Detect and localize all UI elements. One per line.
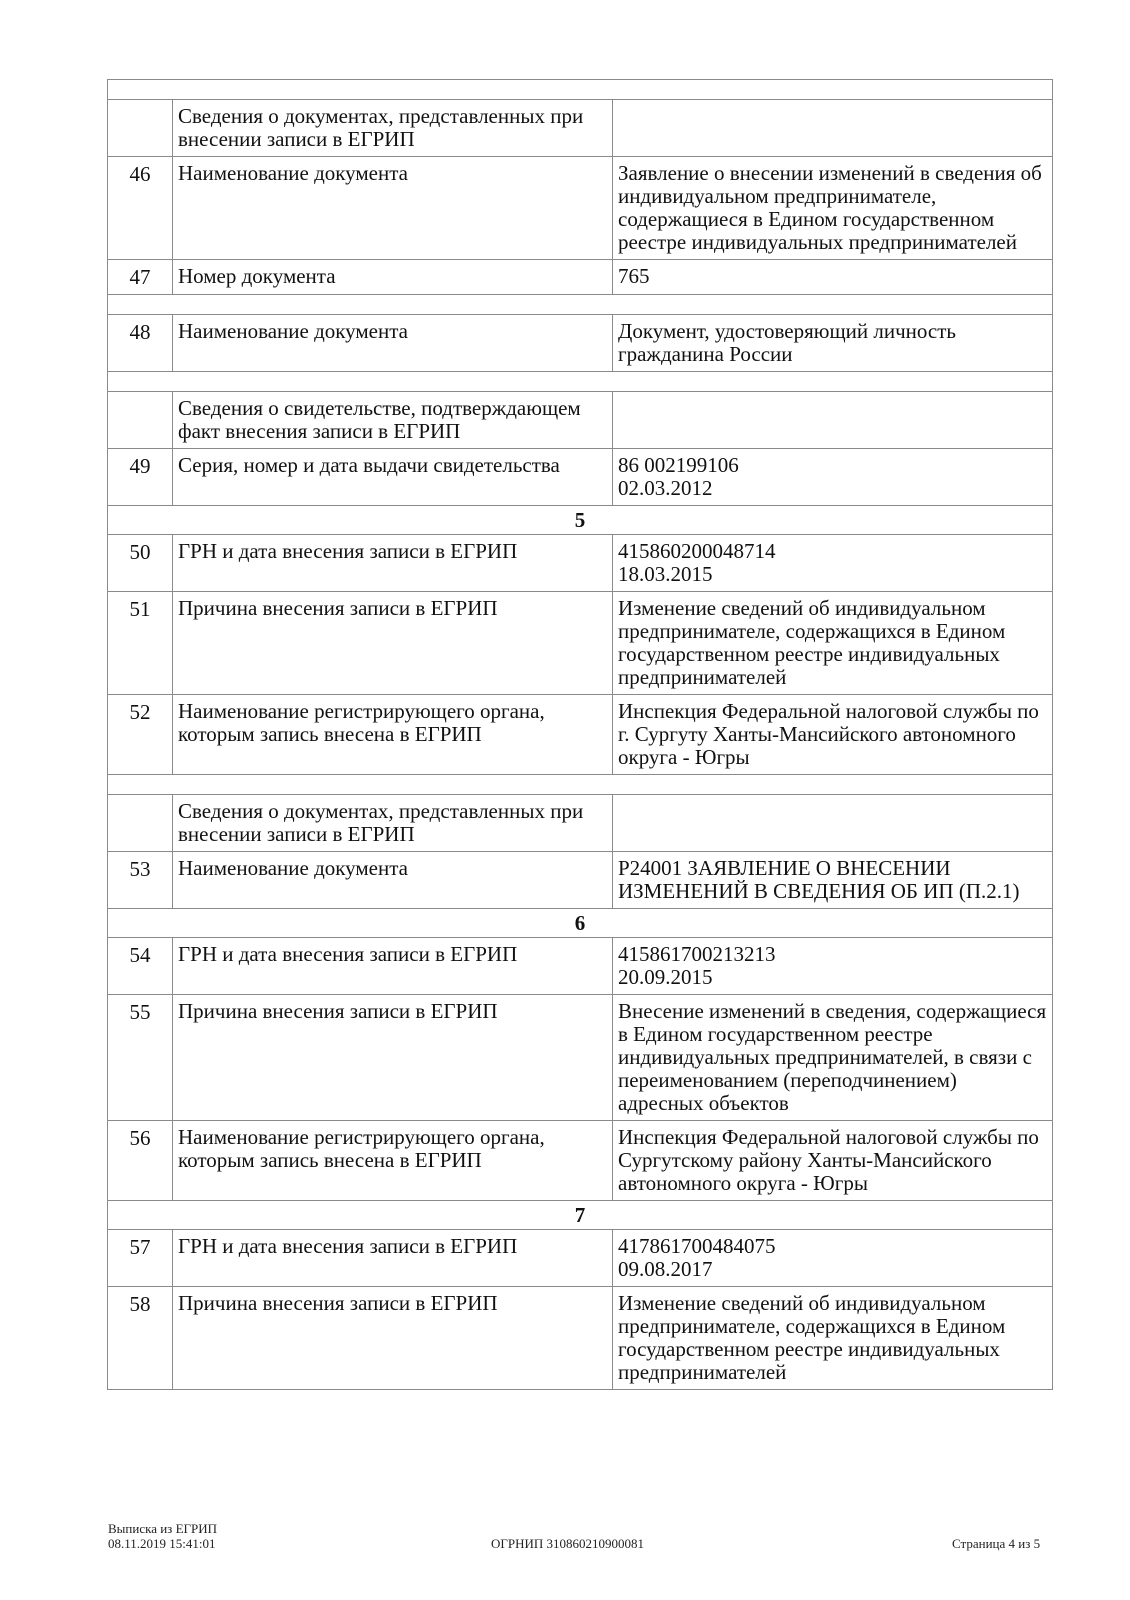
- section-header-row: [108, 506, 1053, 535]
- row-number: 46: [108, 157, 173, 260]
- field-label: Причина внесения записи в ЕГРИП: [173, 592, 613, 695]
- field-value-line: Изменение сведений об индивидуальном предпринимателе, содержащихся в Едином государственном реестре индивидуальных предпринимателей: [618, 1291, 1006, 1384]
- footer-page-number: Страница 4 из 5: [952, 1536, 1041, 1551]
- footer-ogrnip: ОГРНИП 310860210900081: [491, 1536, 645, 1551]
- row-number: 49: [108, 449, 173, 506]
- field-label: Наименование регистрирующего органа, которым запись внесена в ЕГРИП: [173, 695, 613, 775]
- field-value-line: Заявление о внесении изменений в сведения об индивидуальном предпринимателе, содержащиеся в Едином государственном реестре индивидуальных предпринимателей: [618, 161, 1042, 254]
- table-row: [108, 535, 1053, 592]
- field-value: [613, 592, 1053, 695]
- field-label: Причина внесения записи в ЕГРИП: [173, 995, 613, 1121]
- field-value: [613, 449, 1053, 506]
- field-label: Причина внесения записи в ЕГРИП: [173, 1287, 613, 1390]
- field-value: [613, 1121, 1053, 1201]
- field-value: [613, 995, 1053, 1121]
- row-number: 53: [108, 852, 173, 909]
- row-number: 54: [108, 938, 173, 995]
- field-value: [613, 315, 1053, 372]
- field-value: [613, 795, 1053, 852]
- field-label: Наименование документа: [173, 852, 613, 909]
- row-number: 51: [108, 592, 173, 695]
- field-value-line: 415861700213213: [618, 942, 776, 966]
- field-value-line: 09.08.2017: [618, 1257, 713, 1281]
- field-value: [613, 392, 1053, 449]
- table-row: [108, 795, 1053, 852]
- field-value-line: 02.03.2012: [618, 476, 713, 500]
- row-number: 52: [108, 695, 173, 775]
- table-row: [108, 1121, 1053, 1201]
- field-label: ГРН и дата внесения записи в ЕГРИП: [173, 938, 613, 995]
- table-row: [108, 315, 1053, 372]
- field-label: Наименование регистрирующего органа, которым запись внесена в ЕГРИП: [173, 1121, 613, 1201]
- blank-row: [108, 372, 1053, 392]
- egrip-extract-table: [107, 79, 1053, 1390]
- field-value-line: Внесение изменений в сведения, содержащиеся в Едином государственном реестре индивидуальных предпринимателей, в связи с переименованием (переподчинением) адресных объектов: [618, 999, 1047, 1115]
- field-value-line: 20.09.2015: [618, 965, 713, 989]
- blank-row: [108, 295, 1053, 315]
- row-number: 58: [108, 1287, 173, 1390]
- footer-datetime: 08.11.2019 15:41:01: [108, 1536, 216, 1551]
- field-value-line: 18.03.2015: [618, 562, 713, 586]
- field-value-line: Документ, удостоверяющий личность гражданина России: [618, 319, 956, 366]
- field-value: [613, 852, 1053, 909]
- field-label: Сведения о свидетельстве, подтверждающем факт внесения записи в ЕГРИП: [173, 392, 613, 449]
- table-row: [108, 392, 1053, 449]
- field-value-line: 417861700484075: [618, 1234, 776, 1258]
- table-row: [108, 695, 1053, 775]
- table-row: [108, 592, 1053, 695]
- field-label: Серия, номер и дата выдачи свидетельства: [173, 449, 613, 506]
- field-label: Номер документа: [173, 260, 613, 295]
- field-value: [613, 1230, 1053, 1287]
- table-row: [108, 938, 1053, 995]
- field-value: [613, 260, 1053, 295]
- blank-row: [108, 775, 1053, 795]
- section-header-row: [108, 1201, 1053, 1230]
- field-label: Сведения о документах, представленных при внесении записи в ЕГРИП: [173, 795, 613, 852]
- row-number: [108, 100, 173, 157]
- row-number: 47: [108, 260, 173, 295]
- field-value: [613, 1287, 1053, 1390]
- field-label: ГРН и дата внесения записи в ЕГРИП: [173, 535, 613, 592]
- row-number: 50: [108, 535, 173, 592]
- blank-cell: [108, 775, 1053, 795]
- footer-doc-title: Выписка из ЕГРИП: [108, 1521, 218, 1536]
- row-number: 55: [108, 995, 173, 1121]
- table-row: [108, 852, 1053, 909]
- table-row: [108, 449, 1053, 506]
- field-value-line: 86 002199106: [618, 453, 739, 477]
- table-row: [108, 100, 1053, 157]
- field-value-line: Инспекция Федеральной налоговой службы по г. Сургуту Ханты-Мансийского автономного округа - Югры: [618, 699, 1039, 769]
- field-value: [613, 535, 1053, 592]
- field-value: [613, 100, 1053, 157]
- row-number: [108, 392, 173, 449]
- row-number: [108, 795, 173, 852]
- row-number: 57: [108, 1230, 173, 1287]
- section-number: 6: [108, 909, 1053, 938]
- section-header-row: [108, 909, 1053, 938]
- field-value-line: Изменение сведений об индивидуальном предпринимателе, содержащихся в Едином государственном реестре индивидуальных предпринимателей: [618, 596, 1006, 689]
- field-value: [613, 157, 1053, 260]
- table-body: [108, 80, 1053, 1390]
- field-value-line: Инспекция Федеральной налоговой службы по Сургутскому району Ханты-Мансийского автономного округа - Югры: [618, 1125, 1039, 1195]
- field-value-line: 765: [618, 264, 650, 288]
- field-value: [613, 695, 1053, 775]
- table-row: [108, 157, 1053, 260]
- footer-left: [108, 1521, 217, 1551]
- field-value: [613, 938, 1053, 995]
- field-value-line: Р24001 ЗАЯВЛЕНИЕ О ВНЕСЕНИИ ИЗМЕНЕНИЙ В СВЕДЕНИЯ ОБ ИП (П.2.1): [618, 856, 1020, 903]
- section-number: 5: [108, 506, 1053, 535]
- field-value-line: 415860200048714: [618, 539, 776, 563]
- table-row: [108, 1287, 1053, 1390]
- field-label: Наименование документа: [173, 315, 613, 372]
- table-row: [108, 1230, 1053, 1287]
- blank-row: [108, 80, 1053, 100]
- field-label: ГРН и дата внесения записи в ЕГРИП: [173, 1230, 613, 1287]
- table-row: [108, 995, 1053, 1121]
- section-number: 7: [108, 1201, 1053, 1230]
- blank-cell: [108, 80, 1053, 100]
- field-label: Наименование документа: [173, 157, 613, 260]
- row-number: 56: [108, 1121, 173, 1201]
- blank-cell: [108, 295, 1053, 315]
- blank-cell: [108, 372, 1053, 392]
- row-number: 48: [108, 315, 173, 372]
- table-row: [108, 260, 1053, 295]
- field-label: Сведения о документах, представленных при внесении записи в ЕГРИП: [173, 100, 613, 157]
